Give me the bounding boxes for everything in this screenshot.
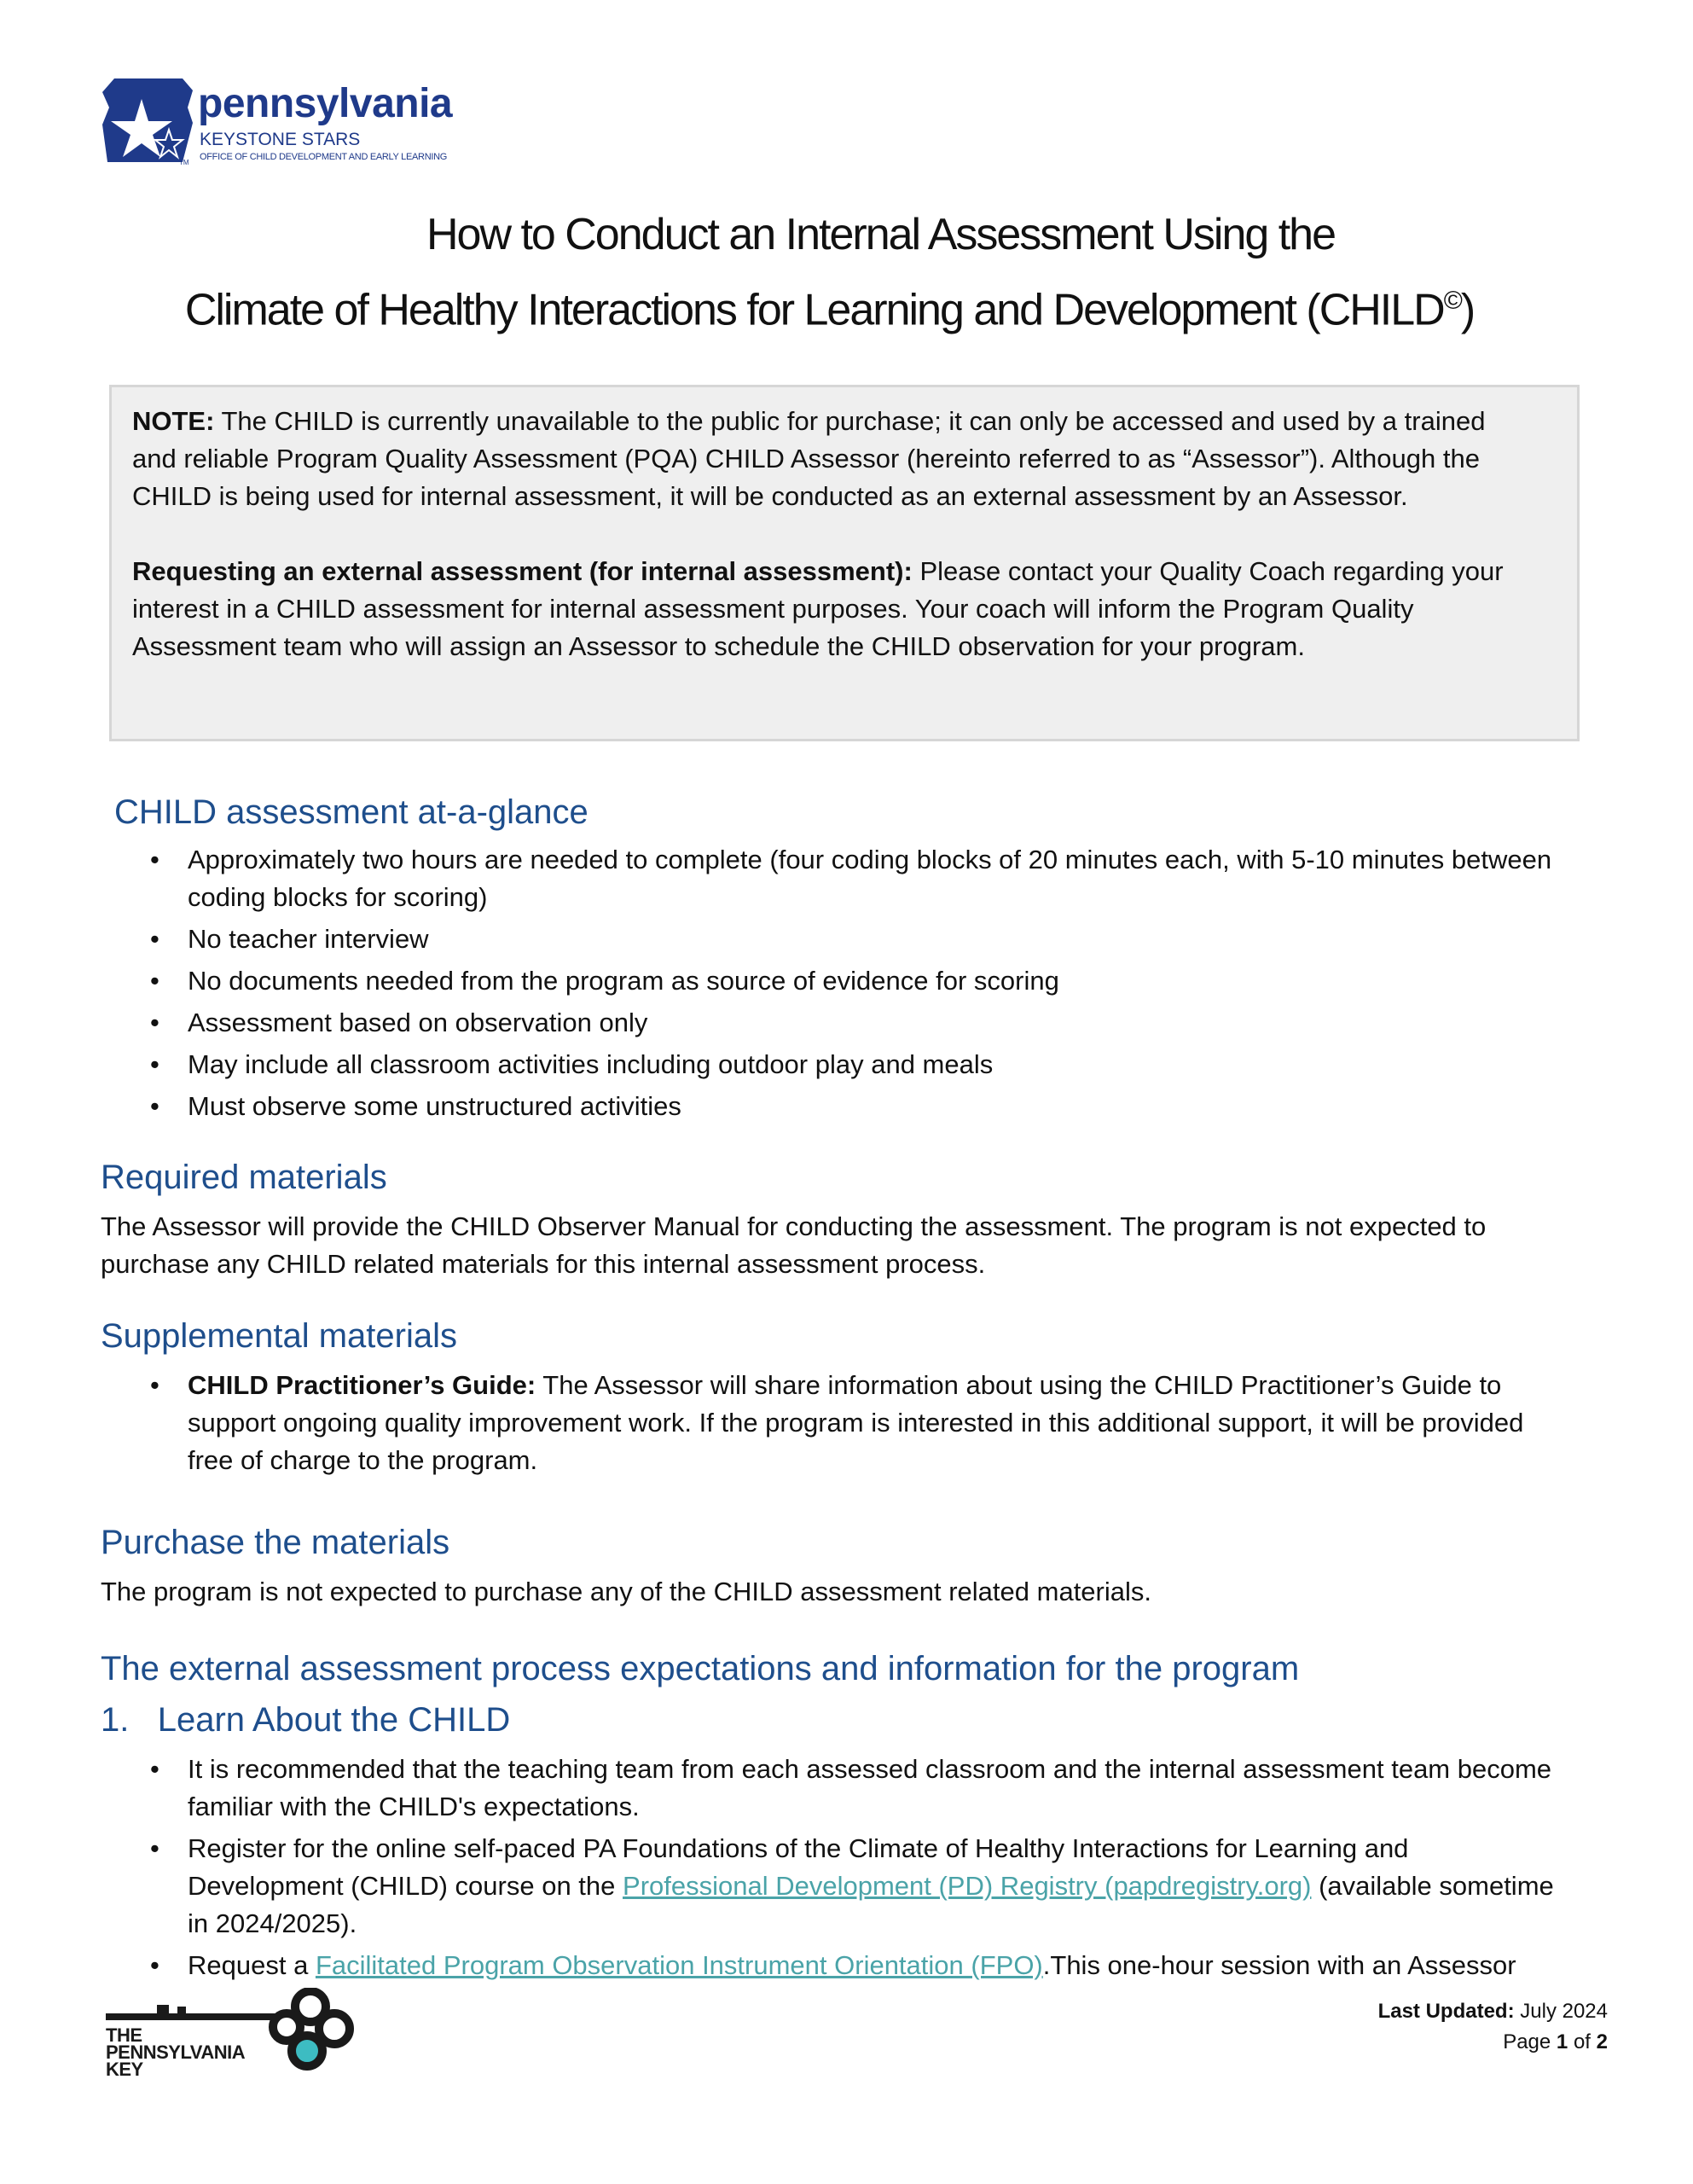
title-line-1: How to Conduct an Internal Assessment Using the: [426, 210, 1336, 259]
keystone-stars-logo: [97, 73, 473, 176]
copyright-mark: ©: [1443, 287, 1461, 315]
key-text-line-1: THE: [106, 2024, 142, 2046]
total-pages: 2: [1596, 2030, 1608, 2053]
step-1-heading: 1. Learn About the CHILD: [101, 1701, 511, 1739]
request-text: Please contact your Quality Coach regarding your interest in a CHILD assessment for internal assessment purposes. Your coach will inform the Program Quality Assessment team who will assign an Assessor to schedule the CHILD observation for your program.: [132, 556, 1504, 661]
list-item: • It is recommended that the teaching team from each assessed classroom and the internal assessment team become familiar with the CHILD's expectations.: [145, 1751, 1569, 1826]
purchase-heading: Purchase the materials: [101, 1524, 450, 1561]
required-heading: Required materials: [101, 1159, 387, 1196]
title-line-2-end: ): [1460, 285, 1475, 335]
step-1-list: [145, 1751, 1569, 1989]
note-text: The CHILD is currently unavailable to the public for purchase; it can only be accessed and used by a trained and reliable Program Quality Assessment (PQA) CHILD Assessor (hereinto referred to as “Assessor”). Although the CHILD is being used for internal assessment, it will be conducted as an external assessment by an Assessor.: [132, 406, 1486, 511]
note-paragraph: [132, 403, 1514, 515]
logo-office-text: OFFICE OF CHILD DEVELOPMENT AND EARLY LEARNING: [200, 152, 447, 162]
fpo-link[interactable]: Facilitated Program Observation Instrument Orientation (FPO): [315, 1950, 1043, 1980]
list-item: • Assessment based on observation only: [145, 1004, 1569, 1042]
page-title: [0, 201, 1693, 343]
list-item: [145, 1830, 1569, 1943]
last-updated: [1378, 1996, 1608, 2027]
pennsylvania-key-logo: [106, 1988, 362, 2082]
list-item: [145, 1367, 1569, 1479]
list-item: • Approximately two hours are needed to complete (four coding blocks of 20 minutes each, with 5-10 minutes between coding blocks for scoring): [145, 841, 1569, 916]
request-label: Requesting an external assessment (for internal assessment):: [132, 556, 913, 586]
note-label: NOTE:: [132, 406, 215, 436]
purchase-text: The program is not expected to purchase any of the CHILD assessment related materials.: [101, 1577, 1151, 1606]
list-item: • No teacher interview: [145, 921, 1569, 958]
list-item: • Must observe some unstructured activities: [145, 1088, 1569, 1125]
pd-registry-link[interactable]: Professional Development (PD) Registry (papdregistry.org): [623, 1871, 1312, 1901]
note-box: [109, 385, 1580, 741]
supplemental-heading: Supplemental materials: [101, 1317, 457, 1355]
list-item: [145, 1947, 1569, 1984]
title-line-2-text: Climate of Healthy Interactions for Learning and Development (CHILD: [184, 285, 1444, 335]
required-text: The Assessor will provide the CHILD Observer Manual for conducting the assessment. The program is not expected to purchase any CHILD related materials for this internal assessment process.: [101, 1211, 1487, 1279]
register-text-end: (available sometime in 2024/2025).: [188, 1871, 1554, 1938]
practitioner-guide-label: CHILD Practitioner’s Guide:: [188, 1370, 536, 1400]
footer-info: [1378, 1996, 1608, 2058]
last-updated-label: Last Updated:: [1377, 2000, 1515, 2023]
request-paragraph: [132, 553, 1514, 665]
glance-list: [145, 841, 1569, 1130]
page-number: [1378, 2027, 1608, 2058]
request-fpo-text-end: .This one-hour session with an Assessor: [1042, 1950, 1516, 1980]
list-item: • No documents needed from the program as source of evidence for scoring: [145, 962, 1569, 1000]
page-label: Page: [1503, 2030, 1557, 2053]
key-icon: [106, 1988, 362, 2082]
practitioner-guide-text: The Assessor will share information about using the CHILD Practitioner’s Guide to support ongoing quality improvement work. If the program is interested in this additional support, it will be provided free of charge to the program.: [188, 1370, 1524, 1475]
supplemental-list: [145, 1367, 1569, 1484]
request-fpo-text: Request a: [188, 1950, 316, 1980]
logo-trademark: TM: [179, 159, 189, 166]
key-text-line-2: PENNSYLVANIA: [106, 2042, 246, 2063]
key-text-line-3: KEY: [106, 2059, 143, 2080]
last-updated-value: July 2024: [1514, 2000, 1608, 2023]
keystone-star-icon: [97, 73, 200, 167]
page-of: of: [1568, 2030, 1597, 2053]
title-line-2: [0, 268, 1693, 343]
register-text: Register for the online self-paced PA Foundations of the Climate of Healthy Interactions for Learning and Development (CHILD) course on the: [188, 1833, 1409, 1901]
current-page: 1: [1556, 2030, 1568, 2053]
list-item: • May include all classroom activities including outdoor play and meals: [145, 1046, 1569, 1083]
process-heading: The external assessment process expectations and information for the program: [101, 1650, 1300, 1687]
logo-name: pennsylvania: [198, 81, 453, 126]
logo-subtitle: KEYSTONE STARS: [200, 130, 361, 149]
glance-heading: CHILD assessment at-a-glance: [114, 793, 588, 831]
